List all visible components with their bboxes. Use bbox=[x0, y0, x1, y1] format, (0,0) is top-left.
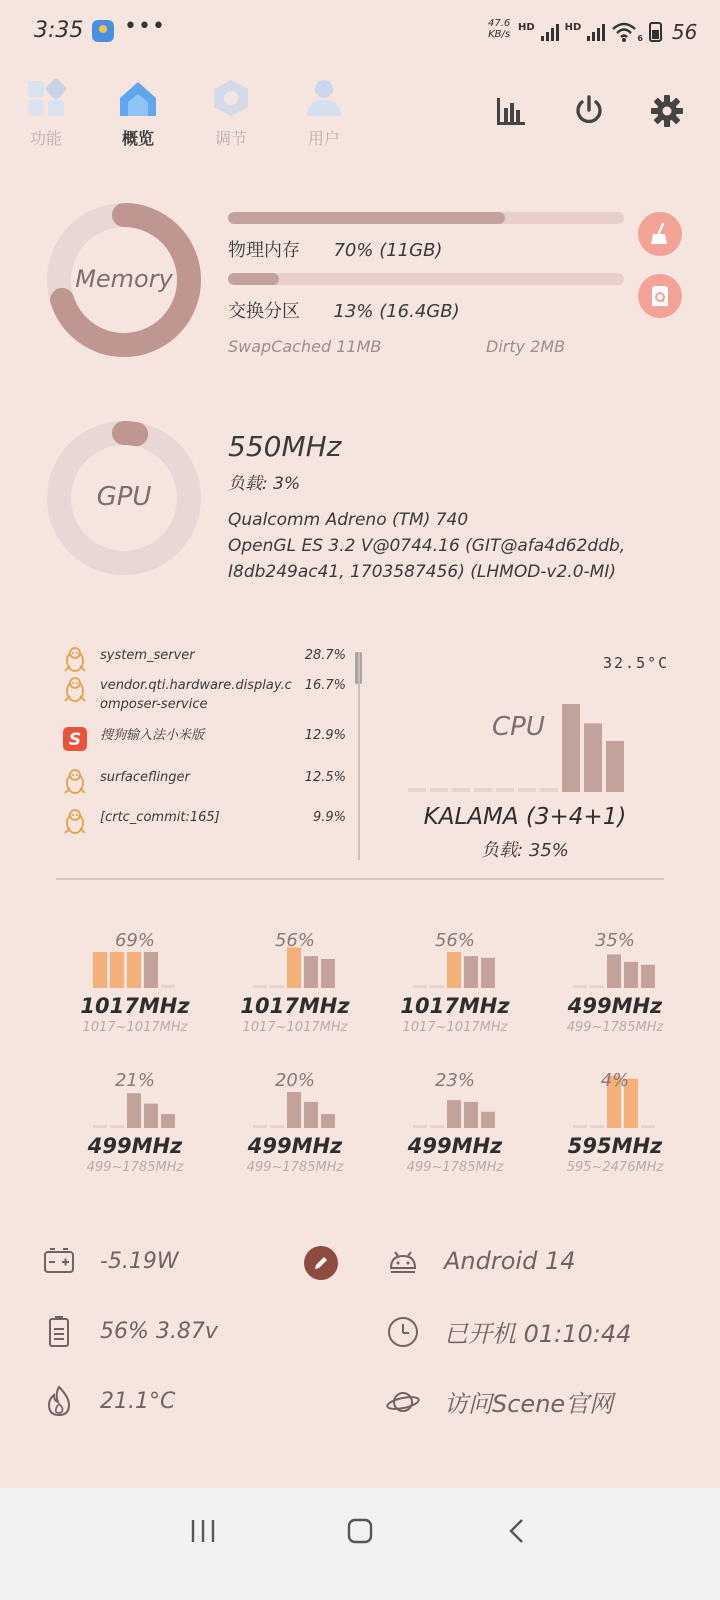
clean-memory-button[interactable] bbox=[638, 212, 682, 256]
core-frequency: 595MHz bbox=[567, 1134, 663, 1158]
core-load-bar bbox=[253, 1125, 267, 1128]
process-name: [crtc_commit:165] bbox=[100, 810, 220, 825]
process-divider bbox=[358, 652, 360, 860]
core-load-bar bbox=[144, 1104, 158, 1128]
gpu-renderer: Qualcomm Adreno (TM) 740 bbox=[228, 510, 469, 530]
wifi-icon bbox=[611, 21, 637, 43]
gpu-opengl-line1: OpenGL ES 3.2 V@0744.16 (GIT@afa4d62ddb, bbox=[228, 536, 626, 556]
core-load-bar bbox=[270, 985, 284, 988]
gpu-load: 负载: 3% bbox=[228, 474, 301, 494]
core-frequency-range: 499~1785MHz bbox=[406, 1160, 504, 1175]
core-frequency-range: 499~1785MHz bbox=[566, 1020, 664, 1035]
gpu-ring-label: GPU bbox=[96, 482, 152, 512]
core-load-bar bbox=[464, 956, 478, 988]
home-button-icon[interactable] bbox=[345, 1516, 375, 1546]
hd-badge: HD bbox=[518, 21, 535, 33]
wifi-standard: 6 bbox=[637, 33, 643, 43]
core-chart-wrap bbox=[220, 926, 370, 990]
core-chart-wrap bbox=[540, 926, 690, 990]
swap-button[interactable] bbox=[638, 274, 682, 318]
process-cpu-percent: 12.9% bbox=[304, 728, 346, 743]
cpu-history-bar bbox=[606, 741, 624, 792]
cpu-temperature: 32.5°C bbox=[603, 654, 670, 672]
core-chart-wrap bbox=[220, 1066, 370, 1130]
core-load-percent: 56% bbox=[434, 930, 475, 951]
core-load-bar bbox=[161, 985, 175, 988]
core-load-bar bbox=[447, 952, 461, 988]
core-load-bar bbox=[321, 1114, 335, 1128]
core-load-bar bbox=[607, 954, 621, 988]
core-load-bar bbox=[464, 1102, 478, 1128]
more-notifications-icon: ••• bbox=[124, 14, 166, 39]
core-load-bar bbox=[641, 965, 655, 988]
core-load-bar bbox=[624, 962, 638, 988]
core-frequency-range: 499~1785MHz bbox=[86, 1160, 184, 1175]
process-name: surfaceflinger bbox=[100, 770, 190, 785]
core-load-bar bbox=[93, 1125, 107, 1128]
android-icon bbox=[386, 1244, 420, 1278]
core-load-bar bbox=[127, 1093, 141, 1128]
process-cpu-percent: 28.7% bbox=[304, 648, 346, 663]
cpu-history-bar bbox=[518, 788, 536, 792]
cpu-history-bar bbox=[584, 723, 602, 792]
process-cpu-percent: 16.7% bbox=[304, 678, 346, 693]
physical-memory-bar bbox=[228, 212, 624, 224]
svg-text:S: S bbox=[68, 730, 82, 750]
core-load-bar bbox=[641, 1125, 655, 1128]
status-icons bbox=[518, 20, 697, 44]
cpu-history-bar bbox=[540, 788, 558, 792]
core-frequency: 499MHz bbox=[407, 1134, 503, 1158]
broom-icon bbox=[648, 222, 672, 246]
uptime-info: 已开机 01:10:44 bbox=[386, 1314, 631, 1349]
core-load-percent: 21% bbox=[114, 1070, 155, 1091]
cpu-load: 负载: 35% bbox=[481, 840, 569, 861]
memory-ring-label: Memory bbox=[75, 265, 173, 293]
core-chart-wrap bbox=[60, 1066, 210, 1130]
battery-charge-icon bbox=[42, 1244, 76, 1278]
core-load-bar bbox=[93, 952, 107, 988]
process-name: vendor.qti.hardware.display.composer-service bbox=[100, 678, 292, 712]
process-row[interactable] bbox=[62, 808, 346, 834]
core-load-bar bbox=[447, 1100, 461, 1128]
core-load-bar bbox=[481, 958, 495, 988]
core-load-percent: 20% bbox=[274, 1070, 315, 1091]
bar-chart-icon[interactable] bbox=[494, 94, 528, 128]
core-frequency-range: 1017~1017MHz bbox=[242, 1020, 348, 1035]
sogou-icon bbox=[62, 726, 88, 752]
linux-penguin-icon bbox=[62, 808, 88, 834]
core-chart-wrap bbox=[60, 926, 210, 990]
core-frequency-range: 1017~1017MHz bbox=[402, 1020, 508, 1035]
process-cpu-percent: 12.5% bbox=[304, 770, 346, 785]
hd-badge-2: HD bbox=[564, 21, 582, 33]
signal-icon-2 bbox=[587, 23, 605, 41]
battery-icon bbox=[649, 22, 662, 42]
tab-functions[interactable]: 功能 bbox=[16, 78, 76, 149]
cpu-core bbox=[540, 926, 690, 1035]
core-load-bar bbox=[110, 952, 124, 988]
status-time: 3:35 bbox=[34, 18, 84, 43]
process-row[interactable] bbox=[62, 768, 346, 794]
physical-memory-row: 物理内存 70% (11GB) bbox=[228, 240, 443, 261]
battery-level: 56 bbox=[671, 20, 698, 44]
core-load-bar bbox=[287, 1092, 301, 1128]
core-frequency: 1017MHz bbox=[80, 994, 190, 1018]
cpu-core bbox=[60, 1066, 210, 1175]
cpu-core bbox=[220, 1066, 370, 1175]
battery-info: 56% 3.87v bbox=[42, 1314, 218, 1348]
process-cpu-percent: 9.9% bbox=[312, 810, 346, 825]
grid-icon bbox=[24, 78, 68, 118]
gpu-opengl-line2: I8db249ac41, 1703587456) (LHMOD-v2.0-MI) bbox=[228, 562, 616, 582]
cpu-core bbox=[380, 926, 530, 1035]
cpu-history-bar bbox=[430, 788, 448, 792]
core-chart-wrap bbox=[380, 926, 530, 990]
cpu-core bbox=[60, 926, 210, 1035]
core-load-percent: 69% bbox=[114, 930, 155, 951]
core-frequency: 1017MHz bbox=[400, 994, 510, 1018]
core-load-bar bbox=[430, 1125, 444, 1128]
recent-apps-icon[interactable] bbox=[188, 1516, 218, 1546]
network-speed: 47.6 KB/s bbox=[488, 18, 511, 40]
core-load-percent: 56% bbox=[274, 930, 315, 951]
signal-icon bbox=[541, 23, 559, 41]
cpu-label: CPU bbox=[492, 712, 545, 742]
core-frequency: 1017MHz bbox=[240, 994, 350, 1018]
core-load-bar bbox=[127, 952, 141, 988]
cpu-core bbox=[220, 926, 370, 1035]
tab-user[interactable]: 用户 bbox=[294, 78, 354, 149]
pencil-icon bbox=[312, 1254, 330, 1272]
core-load-bar bbox=[413, 985, 427, 988]
cpu-history-bar bbox=[408, 788, 426, 792]
gpu-frequency: 550MHz bbox=[228, 430, 342, 463]
core-frequency-range: 595~2476MHz bbox=[566, 1160, 664, 1175]
system-navigation-bar bbox=[0, 1488, 720, 1600]
user-icon bbox=[302, 78, 346, 118]
sd-card-icon bbox=[648, 284, 672, 308]
core-load-percent: 35% bbox=[594, 930, 635, 951]
section-divider bbox=[56, 878, 664, 880]
home-icon bbox=[116, 78, 160, 118]
cpu-core bbox=[380, 1066, 530, 1175]
core-load-bar bbox=[573, 1125, 587, 1128]
back-icon[interactable] bbox=[502, 1516, 532, 1546]
process-row[interactable] bbox=[62, 726, 346, 752]
website-link[interactable]: 访问Scene官网 bbox=[386, 1384, 613, 1419]
core-frequency: 499MHz bbox=[567, 994, 663, 1018]
process-name: system_server bbox=[100, 648, 195, 663]
core-frequency: 499MHz bbox=[247, 1134, 343, 1158]
cpu-soc-name: KALAMA (3+4+1) bbox=[423, 804, 627, 830]
core-load-bar bbox=[590, 1125, 604, 1128]
planet-icon bbox=[386, 1385, 420, 1419]
core-load-percent: 23% bbox=[434, 1070, 475, 1091]
core-frequency-range: 499~1785MHz bbox=[246, 1160, 344, 1175]
core-chart-wrap bbox=[380, 1066, 530, 1130]
flame-icon bbox=[42, 1384, 76, 1418]
core-load-bar bbox=[481, 1112, 495, 1128]
cpu-history-bar bbox=[452, 788, 470, 792]
core-load-bar bbox=[304, 956, 318, 988]
core-load-bar bbox=[287, 947, 301, 988]
cpu-core bbox=[540, 1066, 690, 1175]
core-frequency: 499MHz bbox=[87, 1134, 183, 1158]
linux-penguin-icon bbox=[62, 646, 88, 672]
core-load-bar bbox=[304, 1102, 318, 1128]
process-row[interactable] bbox=[62, 646, 346, 672]
settings-gear-icon[interactable] bbox=[650, 94, 684, 128]
power-info: -5.19W bbox=[42, 1244, 179, 1278]
cpu-history-bar bbox=[474, 788, 492, 792]
dirty-text: Dirty 2MB bbox=[486, 337, 566, 356]
process-row[interactable] bbox=[62, 676, 346, 714]
core-load-bar bbox=[321, 959, 335, 988]
battery-level-icon bbox=[42, 1314, 76, 1348]
app-notification-icon bbox=[92, 20, 114, 42]
core-load-bar bbox=[430, 985, 444, 988]
core-load-bar bbox=[161, 1114, 175, 1128]
core-load-bar bbox=[413, 1125, 427, 1128]
swap-row: 交换分区 13% (16.4GB) bbox=[228, 301, 460, 322]
temperature-info: 21.1°C bbox=[42, 1384, 175, 1418]
android-version: Android 14 bbox=[386, 1244, 575, 1278]
process-name: 搜狗输入法小米版 bbox=[100, 728, 205, 743]
cpu-history-bar bbox=[562, 704, 580, 792]
core-frequency-range: 1017~1017MHz bbox=[82, 1020, 188, 1035]
process-list bbox=[62, 648, 346, 860]
tab-tuning[interactable]: 调节 bbox=[201, 78, 261, 149]
cpu-history-chart bbox=[408, 700, 628, 800]
edit-button[interactable] bbox=[304, 1246, 338, 1280]
linux-penguin-icon bbox=[62, 768, 88, 794]
core-load-bar bbox=[253, 985, 267, 988]
core-load-bar bbox=[590, 985, 604, 988]
core-load-bar bbox=[110, 1125, 124, 1128]
swapcached-text: SwapCached 11MB bbox=[228, 337, 382, 356]
core-load-bar bbox=[573, 985, 587, 988]
tab-overview[interactable]: 概览 bbox=[108, 78, 168, 149]
core-load-bar bbox=[270, 1125, 284, 1128]
core-load-bar bbox=[144, 952, 158, 988]
power-icon[interactable] bbox=[572, 94, 606, 128]
core-load-percent: 4% bbox=[600, 1070, 630, 1091]
core-chart-wrap bbox=[540, 1066, 690, 1130]
hexagon-gear-icon bbox=[209, 78, 253, 118]
cpu-history-bar bbox=[496, 788, 514, 792]
swap-bar bbox=[228, 273, 624, 285]
linux-penguin-icon bbox=[62, 676, 88, 702]
clock-icon bbox=[386, 1315, 420, 1349]
